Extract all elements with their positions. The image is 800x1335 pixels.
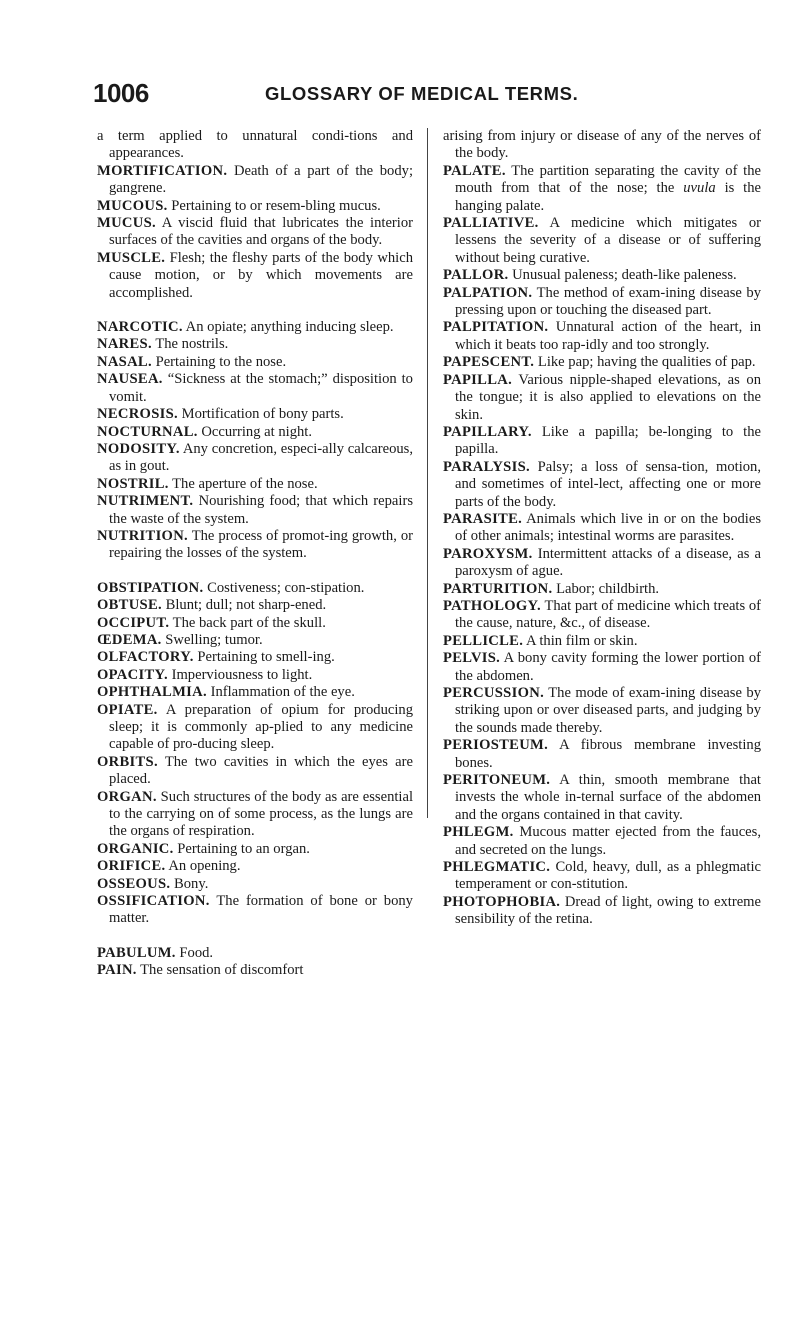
glossary-definition: The mode of exam-ining disease by striking upon or over diseased parts, and judging by the sounds made thereby.: [455, 685, 761, 736]
glossary-entry: [443, 737, 761, 772]
glossary-entry: [97, 684, 413, 701]
glossary-term: OPIATE.: [97, 701, 158, 718]
glossary-term: NARES.: [97, 336, 152, 353]
glossary-term: ORIFICE.: [97, 858, 166, 875]
section-gap: [97, 302, 413, 319]
glossary-definition: Such structures of the body as are essential to the carrying on of some process, as the lungs are the organs of respiration.: [109, 788, 414, 840]
glossary-entry: [443, 163, 761, 215]
glossary-definition: Food.: [179, 944, 214, 961]
running-title: GLOSSARY OF MEDICAL TERMS.: [265, 83, 579, 104]
glossary-term: MUCOUS.: [97, 197, 168, 214]
glossary-entry: [97, 789, 413, 841]
glossary-term: PERCUSSION.: [443, 685, 545, 701]
glossary-term: OSSEOUS.: [97, 875, 171, 892]
glossary-entry: [443, 772, 761, 824]
glossary-term: NUTRITION.: [97, 527, 188, 544]
glossary-term: NASAL.: [97, 353, 152, 370]
glossary-term: OCCIPUT.: [97, 614, 170, 631]
glossary-definition: Intermittent attacks of a disease, as a paroxysm of ague.: [455, 545, 761, 580]
glossary-entry: [97, 858, 413, 875]
glossary-entry: [443, 424, 761, 459]
glossary-term: OLFACTORY.: [97, 649, 194, 666]
glossary-entry: [97, 441, 413, 476]
glossary-definition: Death of a part of the body; gangrene.: [109, 162, 413, 197]
glossary-entry: [97, 615, 413, 632]
glossary-entry: [97, 945, 413, 962]
glossary-entry: [97, 319, 413, 336]
glossary-entry: [97, 163, 413, 198]
glossary-term: OPHTHALMIA.: [97, 684, 207, 701]
glossary-definition: Pertaining to an organ.: [177, 840, 310, 857]
glossary-definition: Unusual paleness; death-like paleness.: [512, 267, 737, 284]
glossary-definition: A fibrous membrane investing bones.: [455, 737, 762, 771]
glossary-entry: [97, 962, 413, 979]
glossary-term: MUCUS.: [97, 215, 156, 232]
glossary-term: NECROSIS.: [97, 406, 178, 423]
glossary-term: PARALYSIS.: [443, 458, 530, 475]
glossary-definition: Unnatural action of the heart, in which it beats too rap-idly and too strongly.: [455, 319, 762, 353]
page-header: [0, 78, 800, 118]
glossary-entry: [443, 285, 761, 320]
glossary-entry: [97, 406, 413, 423]
glossary-definition: The formation of bone or bony matter.: [109, 893, 413, 927]
glossary-term: PALLOR.: [443, 267, 509, 284]
glossary-term: OBTUSE.: [97, 597, 162, 614]
glossary-entry: [97, 476, 413, 493]
glossary-entry: [97, 841, 413, 858]
glossary-entry: [443, 894, 761, 929]
section-gap: [97, 928, 413, 945]
glossary-term: PABULUM.: [97, 944, 176, 961]
glossary-term: ORGAN.: [97, 788, 157, 805]
glossary-definition: Inflammation of the eye.: [210, 684, 355, 701]
glossary-definition: The sensation of discomfort: [140, 962, 304, 979]
glossary-entry: [97, 702, 413, 754]
glossary-definition: Blunt; dull; not sharp-ened.: [165, 597, 327, 614]
glossary-term: OPACITY.: [97, 666, 168, 683]
glossary-term: PAIN.: [97, 962, 137, 979]
glossary-definition: Pertaining to or resem-bling mucus.: [171, 197, 381, 214]
glossary-entry: [97, 371, 413, 406]
glossary-entry: [97, 667, 413, 684]
glossary-entry: [443, 459, 761, 511]
glossary-definition: “Sickness at the stomach;” disposition to vomit.: [109, 371, 413, 405]
glossary-definition-continued: is the hanging palate.: [455, 180, 761, 214]
glossary-definition: The two cavities in which the eyes are placed.: [109, 753, 413, 788]
glossary-entry: [97, 493, 413, 528]
glossary-entry: [443, 650, 761, 685]
glossary-definition: Nourishing food; that which repairs the waste of the system.: [109, 493, 414, 527]
glossary-term: PERITONEUM.: [443, 772, 551, 789]
glossary-definition: The nostrils.: [155, 336, 229, 353]
glossary-term: PARTURITION.: [443, 580, 553, 597]
column-divider: [427, 128, 428, 818]
glossary-entry: [97, 632, 413, 649]
glossary-definition: Flesh; the fleshy parts of the body which cause motion, or by which movements are accomplished.: [109, 249, 413, 301]
glossary-definition: The aperture of the nose.: [172, 475, 318, 492]
glossary-entry: [443, 581, 761, 598]
glossary-definition: a term applied to unnatural condi-tions and appearances.: [97, 128, 413, 162]
glossary-term: MORTIFICATION.: [97, 162, 228, 179]
glossary-term: PAPILLA.: [443, 371, 513, 388]
glossary-entry: [443, 267, 761, 284]
glossary-definition: The partition separating the cavity of the mouth from that of the nose; the: [455, 162, 761, 197]
glossary-definition: Cold, heavy, dull, as a phlegmatic temperament or con-stitution.: [455, 859, 761, 893]
glossary-term: PERIOSTEUM.: [443, 737, 549, 754]
glossary-term: PHLEGMATIC.: [443, 859, 551, 876]
glossary-term: MUSCLE.: [97, 249, 166, 266]
glossary-definition: Swelling; tumor.: [165, 631, 263, 648]
glossary-definition: An opiate; anything inducing sleep.: [185, 319, 394, 336]
glossary-term: PELVIS.: [443, 650, 501, 667]
glossary-entry: [97, 876, 413, 893]
right-column: [443, 128, 761, 929]
glossary-definition: arising from injury or disease of any of the nerves of the body.: [443, 128, 761, 162]
glossary-definition: Mortification of bony parts.: [181, 406, 344, 423]
glossary-definition: The method of exam-ining disease by pressing upon or touching the diseased part.: [455, 284, 762, 319]
glossary-definition: That part of medicine which treats of the cause, nature, &c., of disease.: [455, 597, 761, 632]
glossary-entry: [443, 354, 761, 371]
glossary-term: PAPILLARY.: [443, 423, 532, 440]
glossary-definition: Animals which live in or on the bodies of other animals; intestinal worms are parasites.: [455, 510, 762, 545]
glossary-term: PALPATION.: [443, 284, 533, 301]
glossary-definition: Any concretion, especi-ally calcareous, as in gout.: [109, 440, 413, 475]
glossary-entry: [443, 372, 761, 424]
glossary-term: NOSTRIL.: [97, 475, 169, 492]
glossary-entry: [443, 598, 761, 633]
glossary-definition: Imperviousness to light.: [171, 666, 313, 683]
glossary-entry: [97, 597, 413, 614]
left-column: [97, 128, 413, 980]
glossary-entry: [97, 215, 413, 250]
glossary-definition: Pertaining to the nose.: [155, 353, 287, 370]
glossary-entry: [97, 336, 413, 353]
glossary-definition: Mucous matter ejected from the fauces, and secreted on the lungs.: [455, 824, 761, 858]
glossary-definition: A thin film or skin.: [526, 632, 638, 649]
glossary-entry: [443, 685, 761, 737]
glossary-definition: A bony cavity forming the lower portion of the abdomen.: [455, 650, 761, 684]
glossary-term: PAROXYSM.: [443, 545, 533, 562]
glossary-entry: [97, 424, 413, 441]
glossary-definition: An opening.: [168, 858, 241, 875]
glossary-term: NAUSEA.: [97, 371, 163, 388]
glossary-entry: [443, 824, 761, 859]
glossary-definition: A thin, smooth membrane that invests the whole in-ternal surface of the abdomen and the organs contained in that cavity.: [455, 772, 761, 823]
glossary-italic-term: uvula: [683, 180, 716, 197]
glossary-definition: Bony.: [174, 875, 209, 892]
glossary-definition: Dread of light, owing to extreme sensibility of the retina.: [455, 893, 761, 928]
glossary-definition: Like a papilla; be-longing to the papilla.: [455, 423, 762, 458]
glossary-entry: [97, 580, 413, 597]
glossary-entry: [443, 511, 761, 546]
glossary-term: NODOSITY.: [97, 440, 180, 457]
glossary-definition: Occurring at night.: [201, 423, 312, 440]
glossary-entry: [97, 649, 413, 666]
section-gap: [97, 563, 413, 580]
glossary-term: ORBITS.: [97, 753, 158, 770]
glossary-definition: Various nipple-shaped elevations, as on the tongue; it is also applied to elevations on the skin.: [455, 371, 762, 423]
glossary-definition: Pertaining to smell-ing.: [197, 649, 335, 666]
glossary-term: PHLEGM.: [443, 824, 514, 841]
glossary-entry: [443, 215, 761, 267]
glossary-term: OSSIFICATION.: [97, 893, 210, 910]
glossary-term: ORGANIC.: [97, 840, 174, 857]
glossary-entry: [97, 198, 413, 215]
glossary-term: NOCTURNAL.: [97, 423, 198, 440]
glossary-term: NUTRIMENT.: [97, 493, 194, 510]
glossary-term: PARASITE.: [443, 510, 523, 527]
glossary-entry: [443, 319, 761, 354]
glossary-definition: The process of promot-ing growth, or repairing the losses of the system.: [109, 527, 413, 562]
glossary-entry: [97, 528, 413, 563]
glossary-entry: [443, 546, 761, 581]
glossary-term: PAPESCENT.: [443, 354, 535, 371]
glossary-entry: [97, 754, 413, 789]
glossary-entry: [97, 354, 413, 371]
page-number: 1006: [93, 78, 149, 108]
glossary-term: ŒDEMA.: [97, 631, 162, 648]
glossary-entry: [97, 893, 413, 928]
glossary-definition: Labor; childbirth.: [556, 580, 660, 597]
glossary-term: PALLIATIVE.: [443, 215, 539, 232]
glossary-entry: [97, 128, 413, 163]
glossary-definition: The back part of the skull.: [172, 614, 326, 631]
glossary-term: NARCOTIC.: [97, 319, 183, 336]
glossary-definition: Palsy; a loss of sensa-tion, motion, and sometimes of intel-lect, affecting one or more parts of the body.: [455, 458, 761, 510]
glossary-definition: Like pap; having the qualities of pap.: [537, 354, 756, 371]
glossary-term: PHOTOPHOBIA.: [443, 893, 561, 910]
glossary-entry: [443, 859, 761, 894]
glossary-term: PELLICLE.: [443, 632, 524, 649]
glossary-term: OBSTIPATION.: [97, 579, 204, 596]
glossary-entry: [443, 128, 761, 163]
glossary-entry: [97, 250, 413, 302]
glossary-definition: A preparation of opium for producing sleep; it is commonly ap-plied to any medicine capable of pro-ducing sleep.: [109, 701, 414, 753]
glossary-term: PATHOLOGY.: [443, 597, 542, 614]
glossary-term: PALATE.: [443, 162, 506, 179]
glossary-definition: Costiveness; con-stipation.: [207, 579, 365, 596]
glossary-term: PALPITATION.: [443, 319, 549, 336]
glossary-definition: A viscid fluid that lubricates the interior surfaces of the cavities and organs of the body.: [109, 215, 413, 249]
glossary-entry: [443, 633, 761, 650]
glossary-definition: A medicine which mitigates or lessens the severity of a disease or of suffering without being curative.: [455, 215, 762, 266]
